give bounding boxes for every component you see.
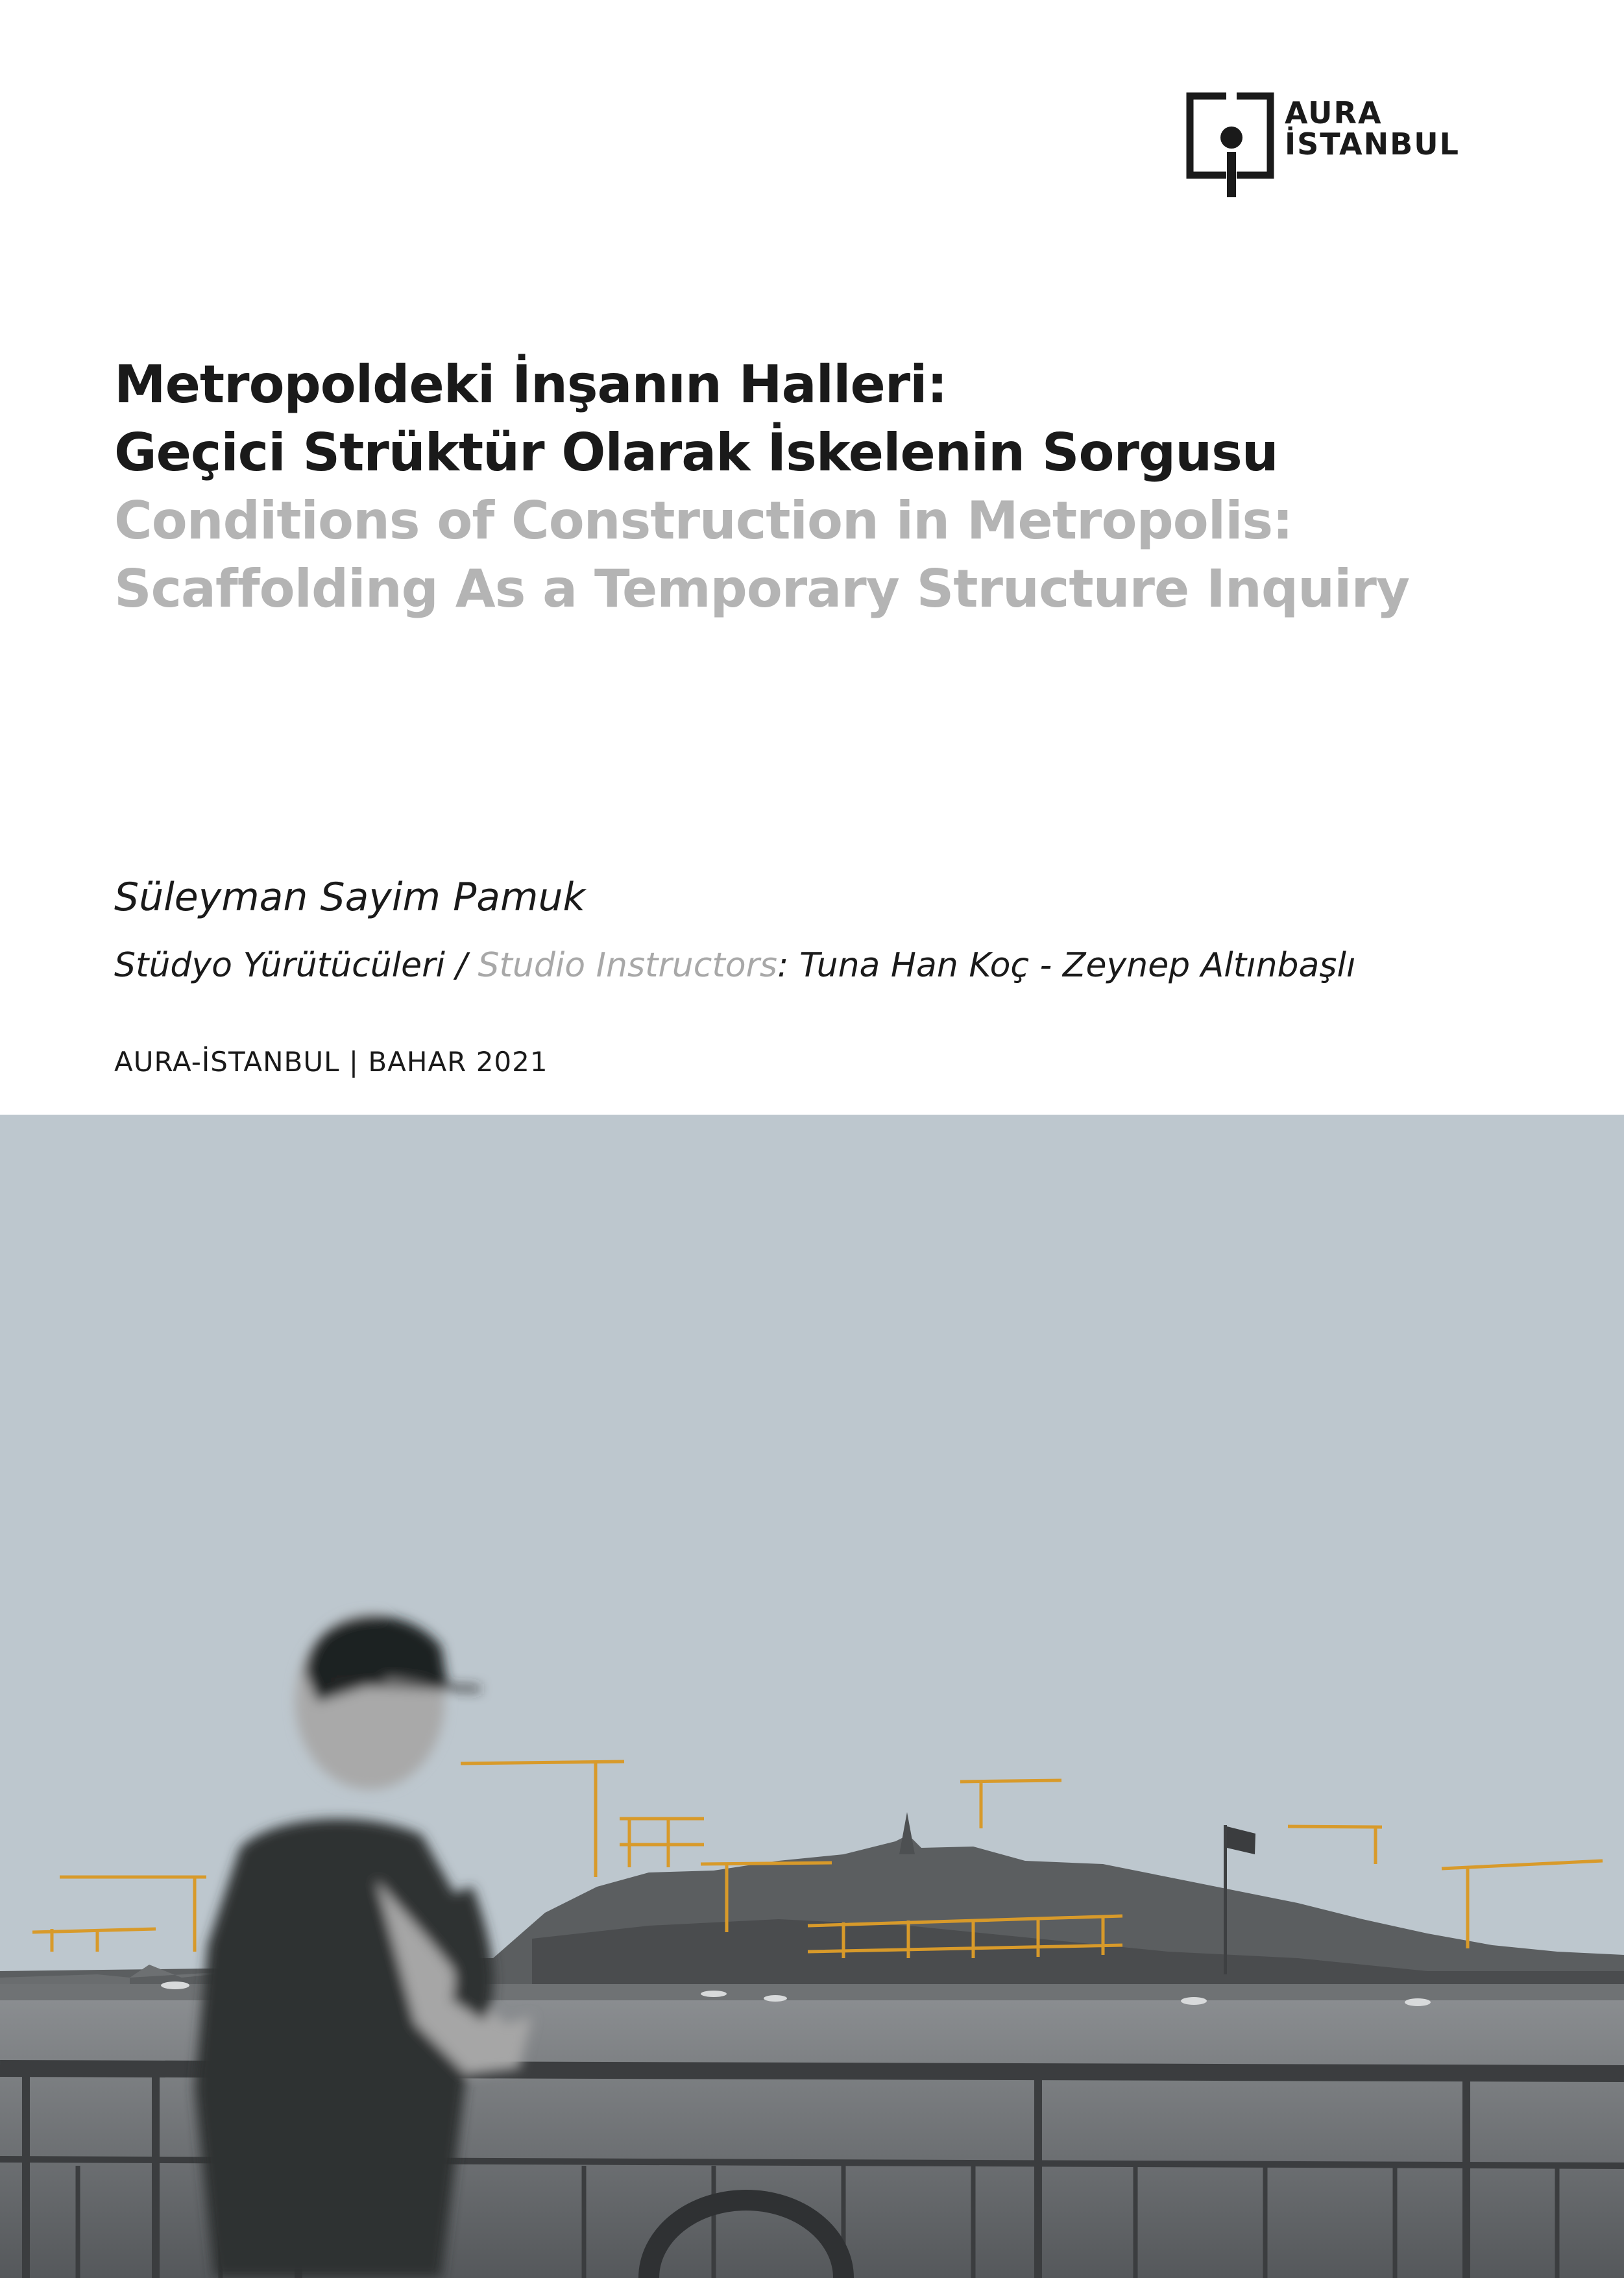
title-en-line-1: Conditions of Construction in Metropolis: bbox=[114, 491, 1293, 551]
instructors-label-en: Studio Instructors bbox=[478, 946, 778, 985]
instructors-names: : Tuna Han Koç - Zeynep Altınbaşlı bbox=[777, 946, 1356, 985]
cover-photo bbox=[0, 1115, 1624, 2278]
title-tr-line-1: Metropoldeki İnşanın Halleri: bbox=[114, 354, 947, 415]
author-name: Süleyman Sayim Pamuk bbox=[114, 875, 586, 920]
title-tr-line-2: Geçici Strüktür Olarak İskelenin Sorgusu bbox=[114, 422, 1278, 483]
title-block bbox=[114, 350, 1542, 623]
logo-mark-icon bbox=[1186, 92, 1277, 200]
logo-line-2: İSTANBUL bbox=[1285, 127, 1460, 162]
logo-line-1: AURA bbox=[1285, 95, 1383, 130]
instructors-label-tr: Stüdyo Yürütücüleri / bbox=[114, 946, 467, 985]
aura-istanbul-logo bbox=[1186, 92, 1497, 200]
publication-meta: AURA-İSTANBUL | BAHAR 2021 bbox=[114, 1046, 548, 1078]
title-en-line-2: Scaffolding As a Temporary Structure Inquiry bbox=[114, 559, 1410, 619]
instructors-line bbox=[114, 946, 1355, 985]
